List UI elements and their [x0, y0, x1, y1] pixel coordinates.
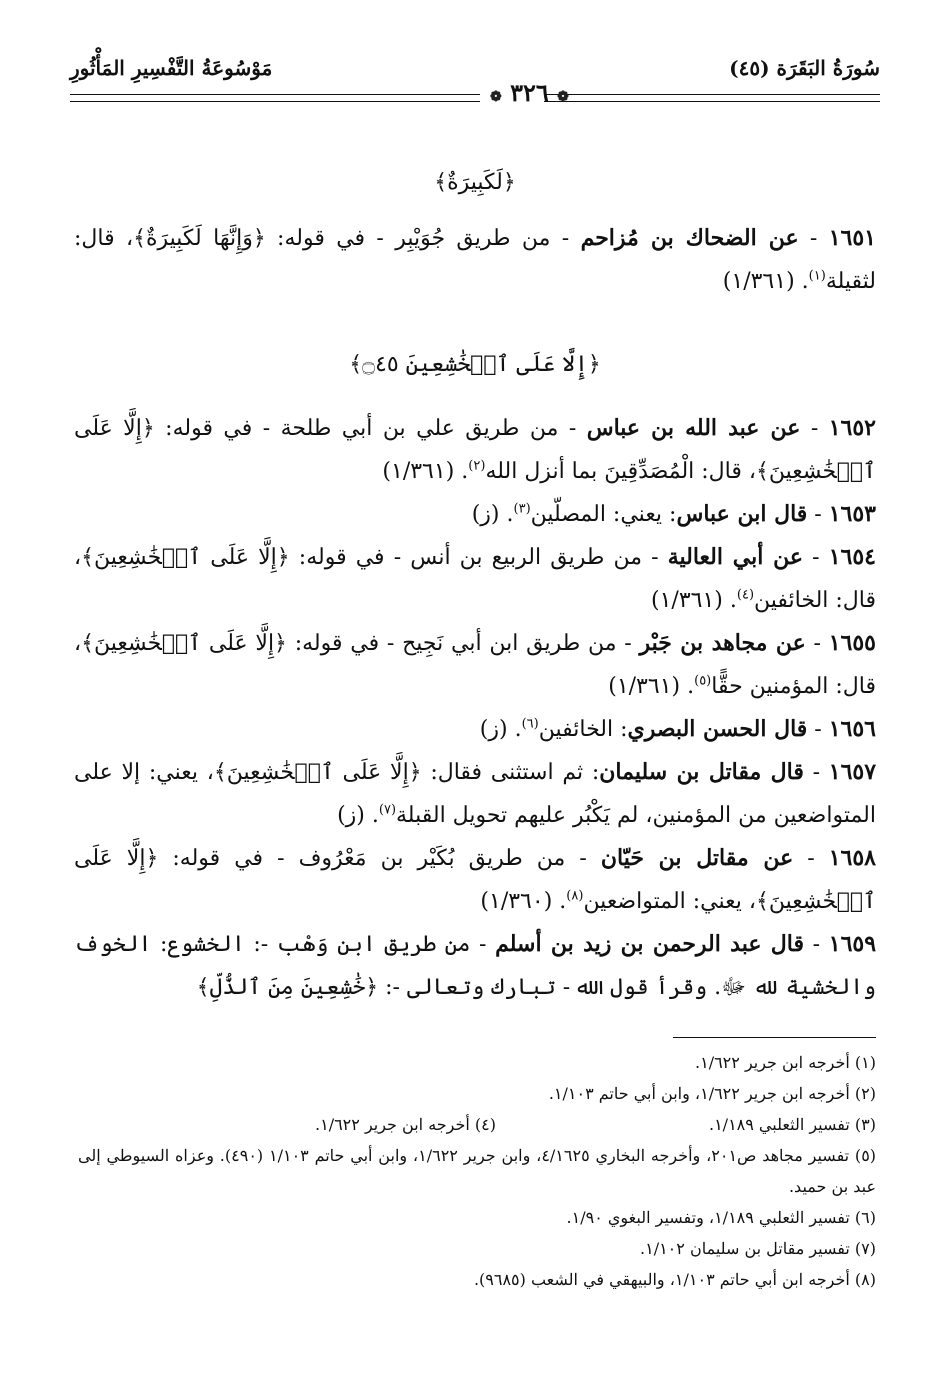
narrator-name: عن مجاهد بن جَبْر — [639, 630, 806, 656]
entry-punct: . — [687, 674, 695, 699]
main-text — [74, 155, 876, 1009]
volume-ref: (ز) — [337, 803, 365, 828]
volume-ref: (ز) — [471, 502, 500, 527]
entry-text: - من طريق بُكَيْر بن مَعْرُوف - في قوله: ﴿إِلَّا عَلَى ٱلۡخَٰشِعِينَ﴾، يعني: المتواضعين — [74, 846, 876, 914]
narrator-name: قال ابن عباس — [676, 501, 808, 527]
narrator-name: عن أبي العالية — [667, 544, 804, 570]
entry-number: ١٦٥٩ — [828, 931, 877, 957]
volume-ref: (١/٣٦١) — [608, 674, 681, 699]
narration-entry: ١٦٥٩ - قال عبد الرحمن بن زيد بن أسلم - من طريق ابن وَهْب -: الخشوع: الخوف والخشية لله ﷻ. وقرأ قول الله - تبارك وتعالى -: ﴿خَٰشِعِينَ مِنَ ٱلذُّلِّ﴾ — [74, 931, 877, 1000]
footnote-marker[interactable]: (٣) — [513, 501, 531, 517]
entry-text: - من طريق علي بن أبي طلحة - في قوله: ﴿إِلَّا عَلَى ٱلۡخَٰشِعِينَ﴾، قال: الْمُصَدِّقِينَ بما أنزل الله — [74, 416, 876, 484]
footnote: (١) أخرجه ابن جرير ١/٦٢٢. — [695, 1053, 876, 1072]
verse-heading: ﴿إِلَّا عَلَى ٱلۡخَٰشِعِينَ ۝٤٥﴾ — [349, 352, 601, 377]
footnotes — [78, 1047, 876, 1295]
entry-text: : يعني: المصلّين — [530, 502, 677, 527]
narration-entry: ١٦٥٥ - عن مجاهد بن جَبْر - من طريق ابن أبي نَجِيح - في قوله: ﴿إِلَّا عَلَى ٱلۡخَٰشِعِينَ﴾، قال: المؤمنين حقًّا$^{(٥)}$. (١/٣٦١) — [74, 630, 876, 699]
entry-number: ١٦٥٦ — [828, 716, 876, 742]
footnote: (٧) تفسير مقاتل بن سليمان ١/١٠٢. — [640, 1239, 876, 1258]
narration-entry: ١٦٥٤ - عن أبي العالية - من طريق الربيع بن أنس - في قوله: ﴿إِلَّا عَلَى ٱلۡخَٰشِعِينَ﴾، قال: الخائفين$^{(٤)}$. (١/٣٦١) — [74, 544, 876, 613]
narrator-name: عن مقاتل بن حَيّان — [600, 845, 794, 871]
book-title: مَوْسُوعَةُ التَّفْسِيرِ المَأْثُورِ — [70, 56, 273, 80]
header-rule-left — [70, 94, 480, 102]
narrator-name: عن عبد الله بن عباس — [586, 415, 801, 441]
volume-ref: (١/٣٦١) — [722, 269, 795, 294]
entry-punct: . — [729, 588, 737, 613]
footnote: (٣) تفسير الثعلبي ١/١٨٩. — [708, 1115, 876, 1134]
volume-ref: (١/٣٦١) — [651, 588, 723, 613]
footnote-marker[interactable]: (٨) — [566, 888, 584, 904]
narration-entry: ١٦٥٦ - قال الحسن البصري: الخائفين$^{(٦)}$. (ز) — [479, 716, 876, 742]
footnote-marker[interactable]: (٧) — [378, 802, 397, 818]
entry-number: ١٦٥٧ — [828, 759, 877, 785]
narration-entry: ١٦٥١ - عن الضحاك بن مُزاحم - من طريق جُوَيْبِر - في قوله: ﴿وَإِنَّهَا لَكَبِيرَةٌ﴾، قال: لثقيلة$^{(١)}$. (١/٣٦١) — [74, 225, 876, 294]
narration-entry: ١٦٥٧ - قال مقاتل بن سليمان: ثم استثنى فقال: ﴿إِلَّا عَلَى ٱلۡخَٰشِعِينَ﴾، يعني: إلا على المتواضعين من المؤمنين، لم يَكْبُر عليهم تحويل القبلة$^{(٧)}$. (ز) — [74, 759, 877, 828]
volume-ref: (ز) — [479, 717, 508, 742]
entry-number: ١٦٥٣ — [828, 501, 876, 527]
footnote-pair — [78, 1109, 876, 1140]
footnote: (٤) أخرجه ابن جرير ١/٦٢٢. — [315, 1115, 496, 1134]
entry-number: ١٦٥٥ — [828, 630, 876, 656]
footnote-marker[interactable]: (١) — [808, 268, 826, 284]
narrator-name: قال عبد الرحمن بن زيد بن أسلم — [495, 931, 805, 957]
verse-heading: ﴿لَكَبِيرَةٌ﴾ — [434, 170, 516, 195]
entry-text: - من طريق ابن أبي نَجِيح - في قوله: ﴿إِلَّا عَلَى ٱلۡخَٰشِعِينَ﴾، قال: المؤمنين حقًّا — [74, 631, 876, 699]
entry-punct: . — [801, 269, 809, 294]
footnote: (٨) أخرجه ابن أبي حاتم ١/١٠٣، والبيهقي في الشعب (٩٦٨٥). — [473, 1270, 876, 1289]
entry-text: - من طريق جُوَيْبِر - في قوله: ﴿وَإِنَّهَا لَكَبِيرَةٌ﴾، قال: لثقيلة — [74, 226, 876, 294]
ornament-icon: ❁ — [490, 89, 502, 105]
entry-text: : الخائفين — [538, 717, 628, 742]
entry-punct: . — [371, 803, 379, 828]
header-rule-right — [544, 94, 880, 102]
narration-entry: ١٦٥٢ - عن عبد الله بن عباس - من طريق علي بن أبي طلحة - في قوله: ﴿إِلَّا عَلَى ٱلۡخَٰشِعِينَ﴾، قال: الْمُصَدِّقِينَ بما أنزل الله$^{(٢)}$. (١/٣٦١) — [74, 415, 876, 484]
page-number: ٣٢٦ — [510, 78, 549, 107]
footnote-marker[interactable]: (٥) — [694, 673, 712, 689]
entry-number: ١٦٥٤ — [828, 544, 876, 570]
footnote: (٥) تفسير مجاهد ص٢٠١، وأخرجه البخاري ٤/١٦٢٥، وابن جرير ١/٦٢٢، وابن أبي حاتم ١/١٠٣ (٤٩٠). وعزاه السيوطي إلى عبد بن حميد. — [78, 1146, 877, 1196]
footnote-marker[interactable]: (٢) — [468, 458, 486, 474]
entry-number: ١٦٥٨ — [828, 845, 876, 871]
narration-entry: ١٦٥٨ - عن مقاتل بن حَيّان - من طريق بُكَيْر بن مَعْرُوف - في قوله: ﴿إِلَّا عَلَى ٱلۡخَٰشِعِينَ﴾، يعني: المتواضعين$^{(٨)}$. (١/٣٦٠) — [74, 845, 876, 914]
entry-text: - من طريق الربيع بن أنس - في قوله: ﴿إِلَّا عَلَى ٱلۡخَٰشِعِينَ﴾، قال: الخائفين — [74, 545, 876, 613]
footnote: (٦) تفسير الثعلبي ١/١٨٩، وتفسير البغوي ١/٩٠. — [566, 1208, 876, 1227]
entry-text: : ثم استثنى فقال: ﴿إِلَّا عَلَى ٱلۡخَٰشِعِينَ﴾، يعني: إلا على المتواضعين من المؤمنين، لم يَكْبُر عليهم تحويل القبلة — [74, 760, 876, 828]
narrator-name: عن الضحاك بن مُزاحم — [580, 225, 799, 251]
entry-number: ١٦٥١ — [828, 225, 876, 251]
entry-text: - من طريق ابن وَهْب -: الخشوع: الخوف والخشية لله ﷻ. وقرأ قول الله - تبارك وتعالى -: ﴿خَٰشِعِينَ مِنَ ٱلذُّلِّ﴾ — [74, 932, 876, 1000]
entry-punct: . — [461, 459, 469, 484]
entry-punct: . — [506, 502, 514, 527]
volume-ref: (١/٣٦٠) — [480, 889, 553, 914]
ornament-icon: ❁ — [557, 89, 569, 105]
entry-number: ١٦٥٢ — [828, 415, 876, 441]
surah-title: سُورَةُ البَقَرَة (٤٥) — [729, 56, 880, 80]
footnote-marker[interactable]: (٤) — [736, 587, 755, 603]
entry-punct: . — [514, 717, 522, 742]
footnote-marker[interactable]: (٦) — [521, 716, 539, 732]
page-number-group — [490, 78, 569, 107]
entry-punct: . — [559, 889, 567, 914]
narrator-name: قال الحسن البصري — [627, 716, 808, 742]
narration-entry: ١٦٥٣ - قال ابن عباس: يعني: المصلّين$^{(٣)}$. (ز) — [471, 501, 876, 527]
volume-ref: (١/٣٦١) — [382, 459, 455, 484]
footnote-separator — [673, 1037, 876, 1038]
footnote: (٢) أخرجه ابن جرير ١/٦٢٢، وابن أبي حاتم ١/١٠٣. — [548, 1084, 876, 1103]
narrator-name: قال مقاتل بن سليمان — [599, 759, 804, 785]
running-header — [70, 56, 880, 106]
